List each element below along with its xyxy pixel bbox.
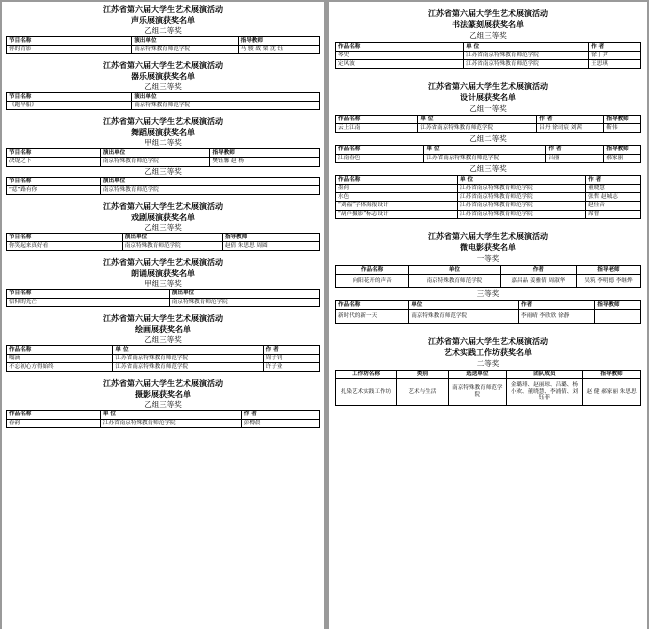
table-row bbox=[336, 309, 641, 323]
table-cell: 决堤之下 bbox=[7, 157, 101, 166]
column-header: 单 位 bbox=[424, 145, 546, 154]
section-subtitle: 器乐展演获奖名单 bbox=[131, 71, 195, 82]
award-table bbox=[335, 265, 641, 288]
table-cell: 墨荷 bbox=[336, 184, 458, 193]
table-cell: 江苏省南京特殊教育师范学院 bbox=[458, 201, 586, 210]
table-header-row bbox=[336, 176, 641, 185]
award-group-label: 乙组一等奖 bbox=[469, 103, 507, 113]
section-subtitle: 朗诵展演获奖名单 bbox=[131, 267, 195, 278]
column-header: 单 位 bbox=[100, 410, 241, 419]
right-page bbox=[329, 2, 647, 629]
table-cell: 你笑起来真好看 bbox=[7, 242, 123, 251]
column-header: 作 者 bbox=[589, 43, 641, 52]
award-section bbox=[6, 257, 320, 307]
section-title: 江苏省第六届大学生艺术展演活动 bbox=[103, 313, 223, 324]
table-row bbox=[7, 186, 320, 195]
left-page bbox=[2, 2, 324, 629]
award-group-label: 三等奖 bbox=[476, 289, 500, 299]
section-subtitle: 设计展获奖名单 bbox=[460, 91, 516, 102]
award-section bbox=[335, 8, 641, 69]
table-cell: 江苏省南京特殊教育师范学院 bbox=[458, 210, 586, 219]
column-header: 选送单位 bbox=[448, 370, 506, 379]
award-section bbox=[6, 313, 320, 372]
section-title: 江苏省第六届大学生艺术展演活动 bbox=[428, 80, 548, 91]
table-row bbox=[7, 45, 320, 54]
table-cell: 彭樽晨 bbox=[241, 419, 319, 428]
award-group-label: 乙组三等奖 bbox=[144, 82, 182, 92]
table-cell: 新时代的新一天 bbox=[336, 309, 409, 323]
table-cell: 江苏省南京特殊教育师范学院 bbox=[464, 51, 589, 60]
table-row bbox=[7, 298, 320, 307]
column-header: 指导教师 bbox=[222, 233, 319, 242]
table-cell: 周子钊 bbox=[263, 354, 319, 363]
award-group-label: 甲组三等奖 bbox=[144, 278, 182, 288]
table-header-row bbox=[7, 149, 320, 158]
table-row bbox=[7, 242, 320, 251]
column-header: 指导教师 bbox=[210, 149, 320, 158]
section-title: 江苏省第六届大学生艺术展演活动 bbox=[428, 335, 548, 346]
column-header: 单 位 bbox=[464, 43, 589, 52]
award-group-label: 乙组二等奖 bbox=[469, 133, 507, 143]
table-cell: 许子业 bbox=[263, 363, 319, 372]
table-row bbox=[336, 201, 641, 210]
table-cell: 江苏省南京特殊教育师范学院 bbox=[113, 354, 263, 363]
table-cell: “葫芦摄影”标志设计 bbox=[336, 210, 458, 219]
table-cell: 定风波 bbox=[336, 60, 464, 69]
section-subtitle: 舞蹈展演获奖名单 bbox=[131, 127, 195, 138]
award-group-label: 一等奖 bbox=[476, 254, 500, 264]
table-row bbox=[336, 154, 641, 163]
table-row bbox=[7, 419, 320, 428]
table-cell: 郝家丽 bbox=[604, 154, 641, 163]
table-header-row bbox=[7, 346, 320, 355]
award-section bbox=[6, 378, 320, 428]
award-table bbox=[6, 148, 320, 166]
table-header-row bbox=[7, 177, 320, 186]
table-cell: 南京特殊教育师范学院 bbox=[169, 298, 319, 307]
table-cell bbox=[595, 309, 641, 323]
section-title: 江苏省第六届大学生艺术展演活动 bbox=[428, 8, 548, 18]
table-row bbox=[336, 210, 641, 219]
column-header: 节目名称 bbox=[7, 93, 132, 102]
table-cell: 江苏省南京特殊教育师范学院 bbox=[458, 193, 586, 202]
award-section bbox=[335, 336, 641, 406]
section-title: 江苏省第六届大学生艺术展演活动 bbox=[103, 256, 223, 267]
column-header: 单 位 bbox=[113, 346, 263, 355]
section-title: 江苏省第六届大学生艺术展演活动 bbox=[103, 200, 223, 211]
table-row bbox=[7, 101, 320, 110]
table-cell: 南京特殊教育师范学院 bbox=[132, 101, 320, 110]
table-header-row bbox=[336, 301, 641, 310]
award-table bbox=[6, 92, 320, 110]
table-cell: 南京特殊教育师范学院 bbox=[100, 186, 319, 195]
table-cell: 南京特殊教育师范学院 bbox=[122, 242, 222, 251]
award-group-label: 甲组二等奖 bbox=[144, 138, 182, 148]
column-header: 指导教师 bbox=[238, 37, 319, 46]
column-header: 工作坊名称 bbox=[336, 370, 397, 379]
award-group-label: 乙组三等奖 bbox=[144, 222, 182, 232]
table-cell: 靳伟 bbox=[604, 124, 641, 133]
table-header-row bbox=[336, 43, 641, 52]
table-cell: 信仰的光芒 bbox=[7, 298, 170, 307]
table-cell: 马 骏 战 栗 沈 钰 bbox=[238, 45, 319, 54]
column-header: 节目名称 bbox=[7, 177, 101, 186]
column-header: 演出单位 bbox=[132, 37, 238, 46]
column-header: 类别 bbox=[397, 370, 449, 379]
column-header: 作品名称 bbox=[336, 266, 409, 275]
table-row bbox=[336, 124, 641, 133]
table-cell: 南京特殊教育师范学院 bbox=[409, 274, 501, 288]
table-header-row bbox=[7, 289, 320, 298]
award-group-label: 乙组三等奖 bbox=[144, 166, 182, 176]
column-header: 作 者 bbox=[263, 346, 319, 355]
column-header: 单位 bbox=[409, 301, 519, 310]
table-cell: 嗡滴 bbox=[7, 354, 113, 363]
award-group-label: 乙组二等奖 bbox=[144, 26, 182, 35]
award-group-label: 乙组三等奖 bbox=[469, 164, 507, 174]
award-section bbox=[335, 231, 641, 323]
table-cell: 吕丹 徐司宸 刘茜 bbox=[537, 124, 604, 133]
award-table bbox=[335, 300, 641, 323]
table-row bbox=[336, 274, 641, 288]
table-cell: “刘福”字体海报设计 bbox=[336, 201, 458, 210]
award-section bbox=[6, 201, 320, 251]
column-header: 节目名称 bbox=[7, 37, 132, 46]
section-title: 江苏省第六届大学生艺术展演活动 bbox=[103, 116, 223, 127]
table-row bbox=[336, 51, 641, 60]
table-header-row bbox=[336, 266, 641, 275]
section-subtitle: 艺术实践工作坊获奖名单 bbox=[444, 346, 532, 357]
award-group-label: 乙组三等奖 bbox=[144, 399, 182, 409]
column-header: 作品名称 bbox=[7, 346, 113, 355]
table-cell: 吕丽 bbox=[546, 154, 604, 163]
column-header: 作者 bbox=[518, 301, 594, 310]
table-cell: 南京特殊教育师范学院 bbox=[448, 379, 506, 406]
column-header: 指导教师 bbox=[595, 301, 641, 310]
column-header: 作 者 bbox=[537, 115, 604, 124]
section-subtitle: 声乐展演获奖名单 bbox=[131, 15, 195, 25]
table-header-row bbox=[336, 145, 641, 154]
column-header: 作 者 bbox=[586, 176, 641, 185]
award-table bbox=[6, 233, 320, 251]
section-title: 江苏省第六届大学生艺术展演活动 bbox=[103, 4, 223, 14]
table-cell: 江苏省南京特殊教育师范学院 bbox=[464, 60, 589, 69]
table-cell: 王思琪 bbox=[589, 60, 641, 69]
column-header: 单 位 bbox=[418, 115, 537, 124]
table-cell: 赵 健 郝家丽 朱思思 bbox=[583, 379, 641, 406]
column-header: 作品名称 bbox=[336, 145, 424, 154]
column-header: 作品名称 bbox=[336, 176, 458, 185]
table-cell: 江苏省南京特殊教育师范学院 bbox=[424, 154, 546, 163]
award-section bbox=[6, 4, 320, 54]
award-section bbox=[6, 116, 320, 194]
column-header: 作 者 bbox=[241, 410, 319, 419]
column-header: 单 位 bbox=[458, 176, 586, 185]
award-group-label: 乙组三等奖 bbox=[144, 335, 182, 345]
section-subtitle: 戏剧展演获奖名单 bbox=[131, 211, 195, 222]
section-subtitle: 摄影展获奖名单 bbox=[135, 388, 191, 399]
table-row bbox=[336, 379, 641, 406]
table-cell: 赵倩 朱思思 周圆 bbox=[222, 242, 319, 251]
award-table bbox=[6, 345, 320, 372]
table-header-row bbox=[7, 37, 320, 46]
column-header: 作 者 bbox=[546, 145, 604, 154]
table-cell: 艺术与生活 bbox=[397, 379, 449, 406]
table-row bbox=[7, 363, 320, 372]
table-header-row bbox=[7, 93, 320, 102]
column-header: 作品名称 bbox=[336, 301, 409, 310]
award-table bbox=[335, 115, 641, 133]
table-cell: 南京特殊教育师范学院 bbox=[132, 45, 238, 54]
award-table bbox=[6, 36, 320, 54]
table-row bbox=[336, 60, 641, 69]
section-title: 江苏省第六届大学生艺术展演活动 bbox=[103, 377, 223, 388]
table-header-row bbox=[7, 233, 320, 242]
table-cell: 赵佳音 bbox=[586, 201, 641, 210]
column-header: 作品名称 bbox=[336, 115, 418, 124]
table-cell: 席智 bbox=[586, 210, 641, 219]
award-table bbox=[335, 145, 641, 163]
table-cell: 徐丁尹 bbox=[589, 51, 641, 60]
table-cell: 向阳花开的声音 bbox=[336, 274, 409, 288]
award-section bbox=[6, 60, 320, 110]
column-header: 单位 bbox=[409, 266, 501, 275]
column-header: 节目名称 bbox=[7, 149, 101, 158]
award-table bbox=[6, 289, 320, 307]
column-header: 指导老师 bbox=[576, 266, 640, 275]
table-cell: 吴筑 李明德 李继烨 bbox=[576, 274, 640, 288]
table-cell: 樊钰馨 赵 杨 bbox=[210, 157, 320, 166]
table-header-row bbox=[336, 115, 641, 124]
column-header: 演出单位 bbox=[132, 93, 320, 102]
table-cell: 你的背影 bbox=[7, 45, 132, 54]
table-row bbox=[336, 193, 641, 202]
column-header: 团队成员 bbox=[506, 370, 582, 379]
column-header: 作品名称 bbox=[7, 410, 101, 419]
column-header: 指导教师 bbox=[604, 145, 641, 154]
section-title: 江苏省第六届大学生艺术展演活动 bbox=[428, 231, 548, 242]
column-header: 作者 bbox=[500, 266, 576, 275]
award-table bbox=[6, 177, 320, 195]
award-table bbox=[6, 410, 320, 428]
table-cell: 江南春色 bbox=[336, 154, 424, 163]
award-group-label: 二等奖 bbox=[476, 358, 500, 368]
table-cell: 南京特殊教育师范学院 bbox=[409, 309, 519, 323]
table-cell: 江苏省南京特殊教育师范学院 bbox=[100, 419, 241, 428]
column-header: 节目名称 bbox=[7, 289, 170, 298]
column-header: 指导教师 bbox=[583, 370, 641, 379]
table-header-row bbox=[336, 370, 641, 379]
table-cell: 水色 bbox=[336, 193, 458, 202]
table-cell: 琴史 bbox=[336, 51, 464, 60]
table-cell: 南京特殊教育师范学院 bbox=[100, 157, 210, 166]
table-row bbox=[7, 157, 320, 166]
award-table bbox=[335, 370, 641, 406]
table-cell: 云上江南 bbox=[336, 124, 418, 133]
column-header: 作品名称 bbox=[336, 43, 464, 52]
section-title: 江苏省第六届大学生艺术展演活动 bbox=[103, 60, 223, 71]
column-header: 演出单位 bbox=[100, 177, 319, 186]
table-cell: 扎染艺术实践工作坊 bbox=[336, 379, 397, 406]
table-cell: 金璐琲、赵丽琼、吕璐、杨小欢、董晓慧、李浦倩、刘钰菲 bbox=[506, 379, 582, 406]
table-cell: “痣”路有你 bbox=[7, 186, 101, 195]
section-subtitle: 绘画展获奖名单 bbox=[135, 324, 191, 335]
column-header: 演出单位 bbox=[100, 149, 210, 158]
column-header: 节目名称 bbox=[7, 233, 123, 242]
column-header: 演出单位 bbox=[169, 289, 319, 298]
column-header: 指导教师 bbox=[604, 115, 641, 124]
table-cell: 春韵 bbox=[7, 419, 101, 428]
column-header: 演出单位 bbox=[122, 233, 222, 242]
table-cell: 嘉昌晶 姜雅倩 周淑华 bbox=[500, 274, 576, 288]
table-cell: 江苏省南京特殊教育师范学院 bbox=[418, 124, 537, 133]
award-table bbox=[335, 42, 641, 69]
table-cell: 董晓慧 bbox=[586, 184, 641, 193]
section-subtitle: 微电影获奖名单 bbox=[460, 242, 516, 253]
award-group-label: 乙组三等奖 bbox=[469, 31, 507, 40]
table-cell: 江苏省南京特殊教育师范学院 bbox=[458, 184, 586, 193]
table-row bbox=[7, 354, 320, 363]
table-cell: 李雨晴 李欣欣 徐静 bbox=[518, 309, 594, 323]
table-cell: 江苏省南京特殊教育师范学院 bbox=[113, 363, 263, 372]
award-table bbox=[335, 175, 641, 219]
section-subtitle: 书法篆刻展获奖名单 bbox=[452, 19, 524, 29]
table-cell: 《跑旱船》 bbox=[7, 101, 132, 110]
table-row bbox=[336, 184, 641, 193]
table-cell: 张哲 赵城志 bbox=[586, 193, 641, 202]
award-section bbox=[335, 81, 641, 219]
table-cell: 不忘初心方得始终 bbox=[7, 363, 113, 372]
table-header-row bbox=[7, 410, 320, 419]
